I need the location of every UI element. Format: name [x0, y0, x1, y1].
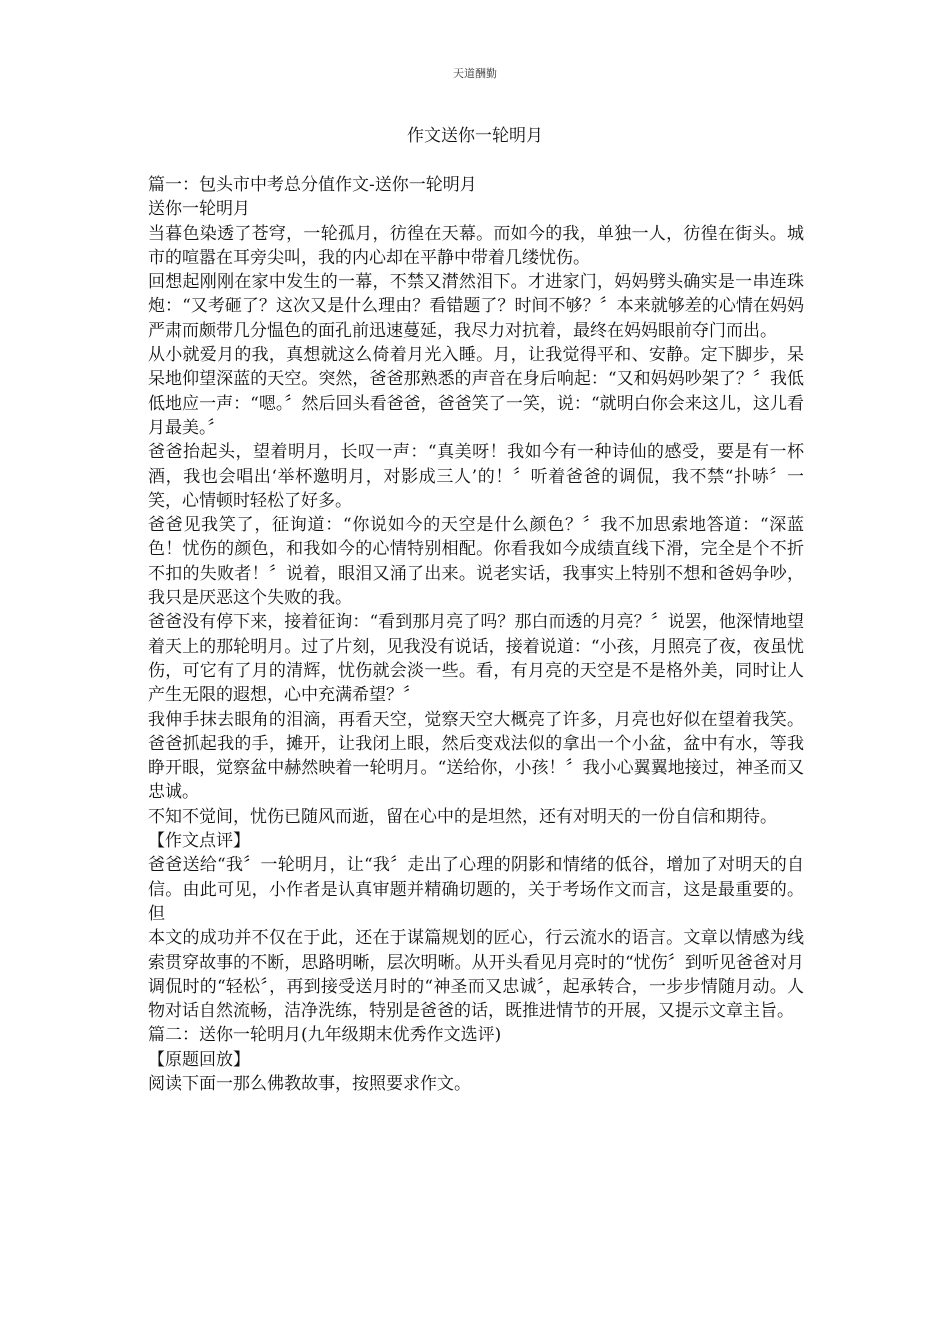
paragraph: 当暮色染透了苍穹，一轮孤月，彷徨在天幕。而如今的我，单独一人，彷徨在街头。城市的喧嚣在耳旁尖叫，我的内心却在平静中带着几缕忧伤。 — [148, 223, 804, 268]
document-title: 作文送你一轮明月 — [407, 126, 543, 146]
paragraph: 从小就爱月的我，真想就这么倚着月光入睡。月，让我觉得平和、安静。定下脚步，呆呆地仰望深蓝的天空。突然，爸爸那熟悉的声音在身后响起：“又和妈妈吵架了？〞我低低地应一声：“嗯。〞然后回头看爸爸，爸爸笑了一笑，说：“就明白你会来这儿，这儿看月最美。〞 — [148, 345, 804, 438]
essay-title: 送你一轮明月 — [148, 199, 250, 220]
paragraph: 爸爸送给“我〞一轮明月，让“我〞走出了心理的阴影和情绪的低谷，增加了对明天的自信。由此可见，小作者是认真审题并精确切题的，关于考场作文而言，这是最重要的。但 — [148, 855, 804, 924]
prompt-heading: 【原题回放】 — [148, 1049, 250, 1070]
paragraph: 不知不觉间，忧伤已随风而逝，留在心中的是坦然，还有对明天的一份自信和期待。 — [148, 806, 777, 827]
commentary-heading: 【作文点评】 — [148, 831, 250, 852]
page-header: 天道酬勤 — [453, 67, 497, 80]
paragraph: 爸爸没有停下来，接着征询：“看到那月亮了吗？那白而透的月亮？〞说罢，他深情地望着天上的那轮明月。过了片刻，见我没有说话，接着说道：“小孩，月照亮了夜，夜虽忧伤，可它有了月的清辉，忧伤就会淡一些。看，有月亮的天空是不是格外美，同时让人产生无限的遐想，心中充满希望？〞 — [148, 612, 804, 706]
section-heading: 篇二：送你一轮明月(九年级期末优秀作文选评) — [148, 1025, 502, 1046]
paragraph: 爸爸抬起头，望着明月，长叹一声：“真美呀！我如今有一种诗仙的感受，要是有一杯酒，我也会唱出‘举杯邀明月，对影成三人’的！〞听着爸爸的调侃，我不禁“扑哧〞一笑，心情顿时轻松了好多。 — [148, 442, 804, 511]
paragraph: 阅读下面一那么佛教故事，按照要求作文。 — [148, 1073, 471, 1094]
paragraph: 爸爸见我笑了，征询道：“你说如今的天空是什么颜色？〞我不加思索地答道：“深蓝色！忧伤的颜色，和我如今的心情特别相配。你看我如今成绩直线下滑，完全是个不折不扣的失败者！〞说着，眼泪又涌了出来。说老实话，我事实上特别不想和爸妈争吵，我只是厌恶这个失败的我。 — [148, 515, 804, 609]
paragraph: 本文的成功并不仅在于此，还在于谋篇规划的匠心，行云流水的语言。文章以情感为线索贯穿故事的不断，思路明晰，层次明晰。从开头看见月亮时的“忧伤〞到听见爸爸对月调侃时的“轻松〞，再到接受送月时的“神圣而又忠诚〞，起承转合，一步步情随月动。人物对话自然流畅，洁净洗练，特别是爸爸的话，既推进情节的开展，又提示文章主旨。 — [148, 928, 804, 1022]
paragraph: 我伸手抹去眼角的泪滴，再看天空，觉察天空大概亮了许多，月亮也好似在望着我笑。爸爸抓起我的手，摊开，让我闭上眼，然后变戏法似的拿出一个小盆，盆中有水，等我睁开眼，觉察盆中赫然映着一轮明月。“送给你，小孩！〞我小心翼翼地接过，神圣而又忠诚。 — [148, 709, 804, 803]
paragraph: 回想起刚刚在家中发生的一幕，不禁又潸然泪下。才进家门，妈妈劈头确实是一串连珠炮：“又考砸了？这次又是什么理由？看错题了？时间不够？〞本来就够差的心情在妈妈严肃而颇带几分愠色的面孔前迅速蔓延，我尽力对抗着，最终在妈妈眼前夺门而出。 — [148, 272, 804, 341]
section-heading: 篇一：包头市中考总分值作文-送你一轮明月 — [148, 175, 477, 195]
document-body — [148, 173, 804, 1096]
